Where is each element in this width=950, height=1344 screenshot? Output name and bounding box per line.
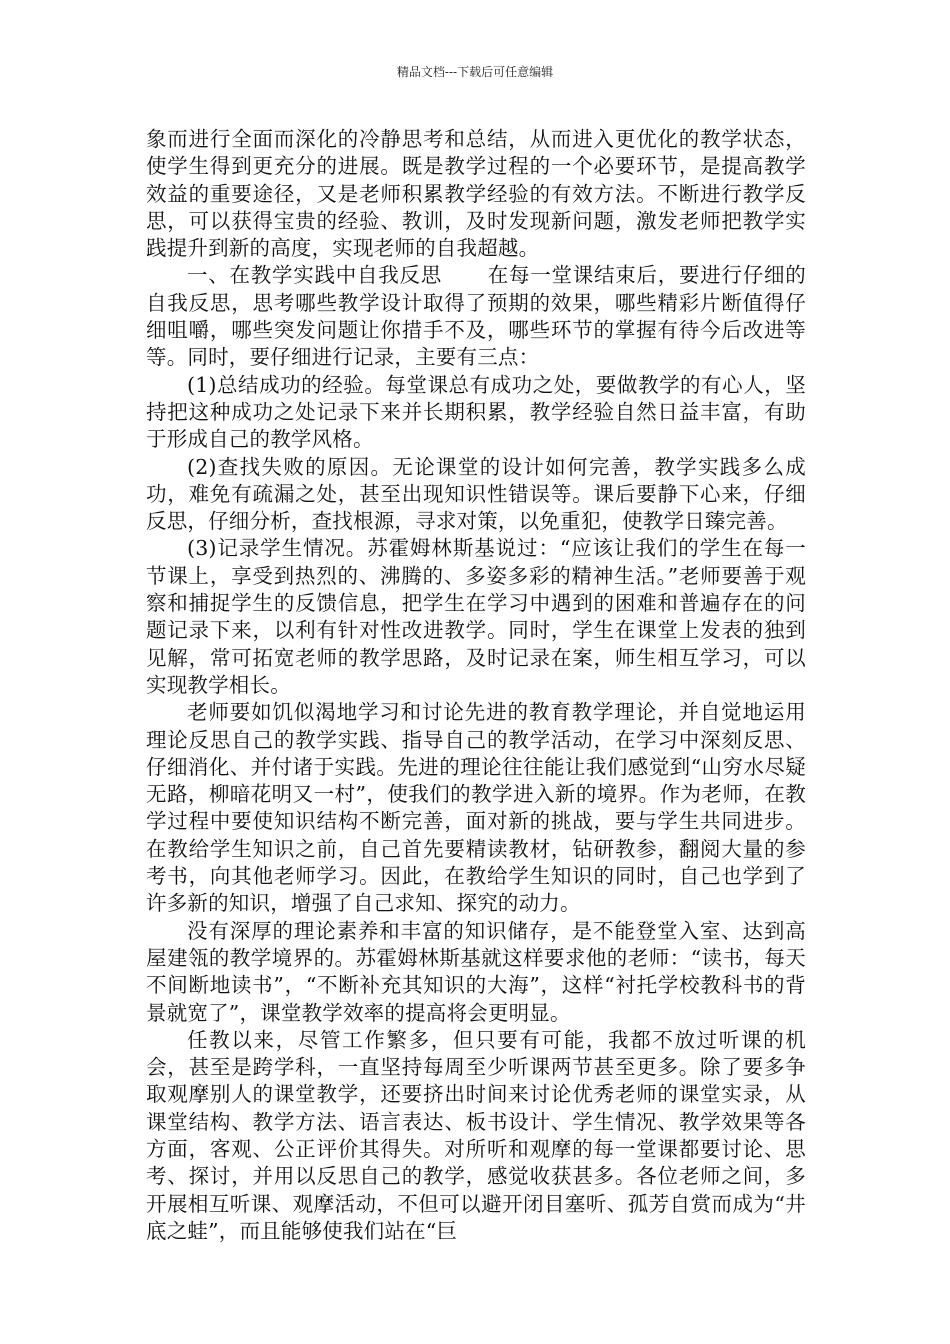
paragraph-section-one: [146, 262, 806, 371]
paragraph-intro: 象而进行全面而深化的冷静思考和总结，从而进入更优化的教学状态，使学生得到更充分的进展。既是教学过程的一个必要环节，是提高教学效益的重要途径，又是老师积累教学经验的有效方法。不断进行教学反思，可以获得宝贵的经验、教训，及时发现新问题，激发老师把教学实践提升到新的高度，实现老师的自我超越。: [146, 127, 806, 261]
paragraph-point-3: (3)记录学生情况。苏霍姆林斯基说过：“应该让我们的学生在每一节课上，享受到热烈的、沸腾的、多姿多彩的精神生活。”老师要善于观察和捕捉学生的反馈信息，把学生在学习中遇到的困难和普遍存在的问题记录下来，以利有针对性改进教学。同时，学生在课堂上发表的独到见解，常可拓宽老师的教学思路，及时记录在案，师生相互学习，可以实现教学相长。: [146, 536, 806, 697]
paragraph-knowledge-reserve: 没有深厚的理论素养和丰富的知识储存，是不能登堂入室、达到高屋建瓴的教学境界的。苏霍姆林斯基就这样要求他的老师：“读书，每天不间断地读书”，“不断补充其知识的大海”，这样“衬托学校教科书的背景就宽了”，课堂教学效率的提高将会更明显。: [146, 918, 806, 1025]
paragraph-class-observation: 任教以来，尽管工作繁多，但只要有可能，我都不放过听课的机会，甚至是跨学科，一直坚持每周至少听课两节甚至更多。除了要多争取观摩别人的课堂教学，还要挤出时间来讨论优秀老师的课堂实录，从课堂结构、教学方法、语言表达、板书设计、学生情况、教学效果等各方面，客观、公正评价其得失。对所听和观摩的每一堂课都要讨论、思考、探讨，并用以反思自己的教学，感觉收获甚多。各位老师之间，多开展相互听课、观摩活动，不但可以避开闭目塞听、孤芳自赏而成为“井底之蛙”，而且能够使我们站在“巨: [146, 1027, 806, 1243]
page-header: 精品文档---下载后可任意编辑: [396, 65, 554, 79]
paragraph-point-1: (1)总结成功的经验。每堂课总有成功之处，要做教学的有心人，坚持把这种成功之处记录下来并长期积累，教学经验自然日益丰富，有助于形成自己的教学风格。: [146, 372, 806, 452]
section-one-text: 在每一堂课结束后，要进行仔细的自我反思，思考哪些教学设计取得了预期的效果，哪些精彩片断值得仔细咀嚼，哪些突发问题让你措手不及，哪些环节的掌握有待今后改进等等。同时，要仔细进行记录，主要有三点：: [146, 263, 807, 370]
section-heading: 一、在教学实践中自我反思: [187, 263, 443, 288]
paragraph-point-2: (2)查找失败的原因。无论课堂的设计如何完善，教学实践多么成功，难免有疏漏之处，甚至出现知识性错误等。课后要静下心来，仔细反思，仔细分析，查找根源，寻求对策，以免重犯，使教学日臻完善。: [146, 454, 806, 534]
paragraph-theory-learning: 老师要如饥似渴地学习和讨论先进的教育教学理论，并自觉地运用理论反思自己的教学实践、指导自己的教学活动，在学习中深刻反思、仔细消化、并付诸于实践。先进的理论往往能让我们感觉到“山穷水尽疑无路，柳暗花明又一村”，使我们的教学进入新的境界。作为老师，在教学过程中要使知识结构不断完善，面对新的挑战，要与学生共同进步。在教给学生知识之前，自己首先要精读教材，钻研教参，翻阅大量的参考书，向其他老师学习。因此，在教给学生知识的同时，自己也学到了许多新的知识，增强了自己求知、探究的动力。: [146, 700, 806, 916]
document-body: [146, 126, 806, 1245]
